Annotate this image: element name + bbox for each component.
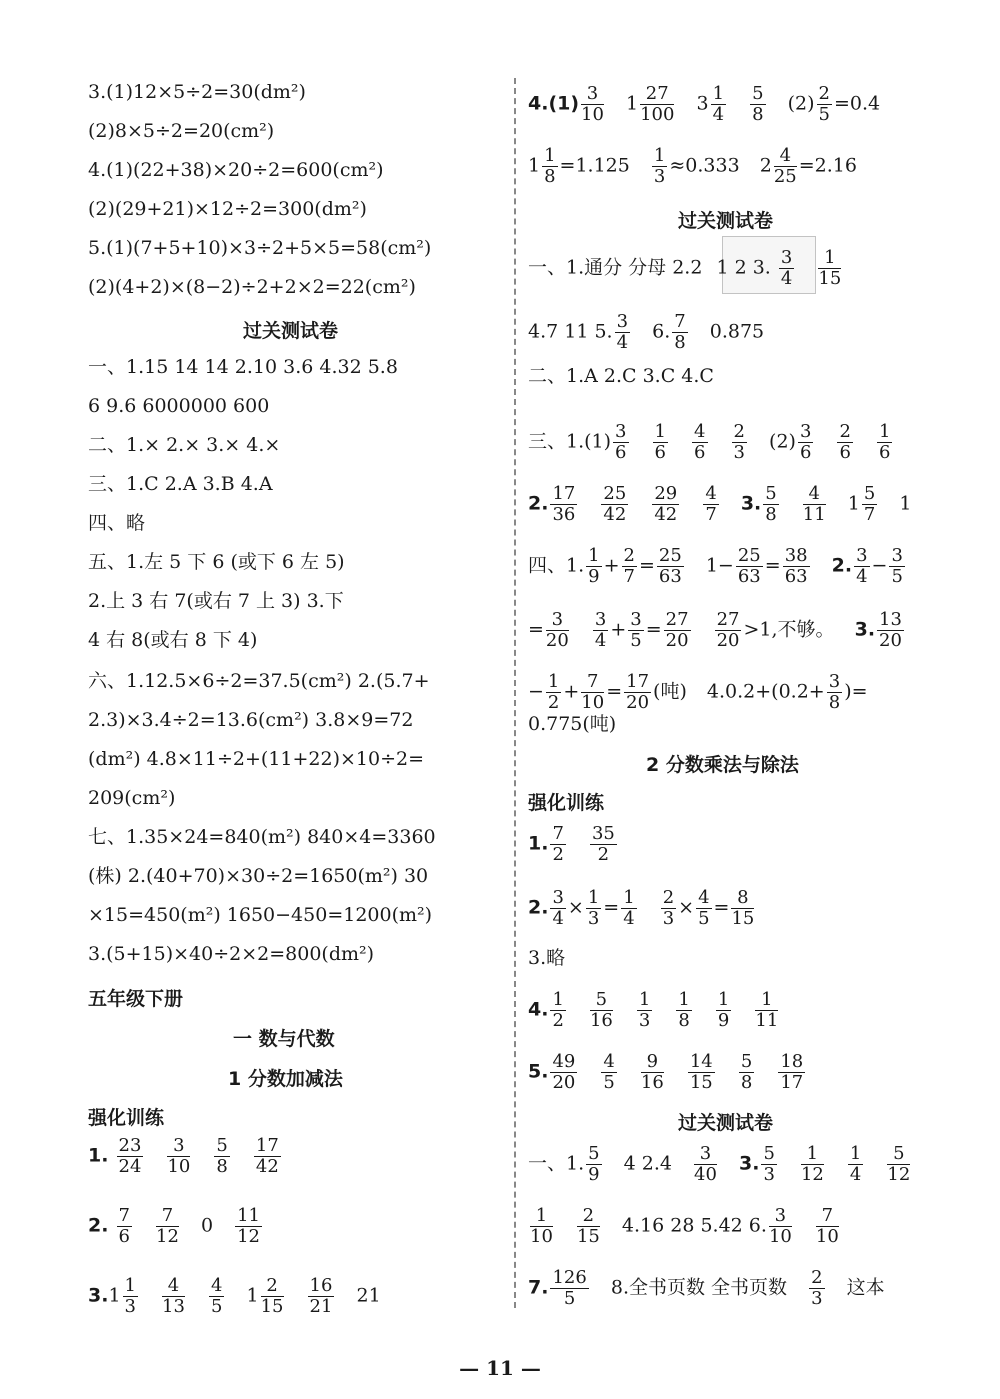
answer-line: (2)(29+21)×12÷2=300(dm²) — [88, 198, 367, 220]
section-heading: 1 分数加减法 — [228, 1068, 343, 1090]
fraction: $\frac{3}{10}$ — [167, 1135, 191, 1177]
answer-line: 2.3)×3.4÷2=13.6(cm²) 3.8×9=72 — [88, 709, 414, 731]
fraction: $\frac{5}{8}$ — [216, 1135, 228, 1177]
answer-line: (株) 2.(40+70)×30÷2=1650(m²) 30 — [88, 865, 429, 887]
answer-line: 0.775(吨) — [528, 713, 617, 735]
answer-line: 二、1.× 2.× 3.× 4.× — [88, 434, 281, 456]
section-heading: 过关测试卷 — [678, 1112, 774, 1134]
fraction: $\frac{11}{12}$ — [237, 1205, 260, 1247]
answer-line: 五、1.左 5 下 6 (或下 6 左 5) — [88, 551, 345, 573]
answer-line: (2)(4+2)×(8−2)÷2+2×2=22(cm²) — [88, 276, 416, 298]
fraction-answer-line: 7. $\frac{126}{5}$ 8.全书页数 全书页数 $\frac{2}{3}$ 这本 — [528, 1267, 885, 1309]
section-heading: 过关测试卷 — [243, 320, 339, 342]
answer-line: 6 9.6 6000000 600 — [88, 395, 270, 417]
fraction: $\frac{1}{3}$ — [124, 1275, 136, 1317]
fraction-answer-line: 2. $\frac{17}{36}$ $\frac{25}{42}$ $\frac{29}{42}$ $\frac{4}{7}$ 3. $\frac{5}{8}$ $\frac{4}{11}$ 1 $\frac{5}{7}$ 1 — [528, 483, 912, 525]
subsection-heading: 强化训练 — [528, 792, 605, 814]
fraction: $\frac{17}{42}$ — [255, 1135, 279, 1177]
fraction-answer-line: 2. $\frac{3}{4}$ × $\frac{1}{3}$ = $\frac{1}{4}$ $\frac{2}{3}$ × $\frac{4}{5}$ = $\frac{8}{15}$ — [528, 887, 755, 929]
fraction: $\frac{4}{5}$ — [211, 1275, 223, 1317]
fraction-answer-line: = $\frac{3}{20}$ $\frac{3}{4}$ + $\frac{3}{5}$ = $\frac{27}{20}$ $\frac{27}{20}$ >1,不够。 3. $\frac{13}{20}$ — [528, 609, 902, 651]
fraction-answer-line: 三、1.(1) $\frac{3}{6}$ $\frac{1}{6}$ $\frac{4}{6}$ $\frac{2}{3}$ (2) $\frac{3}{6}$ $\frac{2}{6}$ $\frac{1}{6}$ — [528, 421, 891, 463]
answer-line: 3.略 — [528, 947, 566, 969]
answer-line: 四、略 — [88, 512, 146, 534]
fraction-answer-line: − $\frac{1}{2}$ + $\frac{7}{10}$ = $\frac{17}{20}$ (吨) 4.0.2+(0.2+ $\frac{3}{8}$ )= — [528, 671, 868, 713]
answer-line: 4.(1)(22+38)×20÷2=600(cm²) — [88, 159, 384, 181]
chapter-heading: 一 数与代数 — [233, 1028, 335, 1050]
answer-line: 二、1.A 2.C 3.C 4.C — [528, 365, 714, 387]
subsection-heading: 强化训练 — [88, 1107, 165, 1129]
fraction-answer-line: 2. $\frac{7}{6}$ $\frac{7}{12}$ 0 $\frac{11}{12}$ — [88, 1205, 260, 1247]
fraction-answer-line: 4. $\frac{1}{2}$ $\frac{5}{16}$ $\frac{1}{3}$ $\frac{1}{8}$ $\frac{1}{9}$ $\frac{1}{11}$ — [528, 989, 779, 1031]
answer-line: 2.上 3 右 7(或右 7 上 3) 3.下 — [88, 590, 344, 612]
fraction-answer-line: 四、1. $\frac{1}{9}$ + $\frac{2}{7}$ = $\frac{25}{63}$ 1− $\frac{25}{63}$ = $\frac{38}{63}$ 2. $\frac{3}{4}$ − $\frac{3}{5}$ — [528, 545, 903, 587]
answer-line: 六、1.12.5×6÷2=37.5(cm²) 2.(5.7+ — [88, 670, 430, 692]
page-number: — 11 — — [459, 1356, 541, 1380]
fraction: $\frac{23}{24}$ — [118, 1135, 142, 1177]
fraction-answer-line: 一、1.通分 分母 2.2 1 2 3. $\frac{3}{4}$ $\frac{1}{15}$ — [528, 247, 842, 289]
answer-line: 3.(1)12×5÷2=30(dm²) — [88, 81, 306, 103]
fraction: $\frac{7}{12}$ — [156, 1205, 179, 1247]
fraction-answer-line: 3.1 $\frac{1}{3}$ $\frac{4}{13}$ $\frac{4}{5}$ 1 $\frac{2}{15}$ $\frac{16}{21}$ 21 — [88, 1275, 381, 1317]
answer-line: 209(cm²) — [88, 787, 176, 809]
fraction-answer-line: $\frac{1}{10}$ $\frac{2}{15}$ 4.16 28 5.42 6. $\frac{3}{10}$ $\frac{7}{10}$ — [530, 1205, 839, 1247]
answer-line: (dm²) 4.8×11÷2+(11+22)×10÷2= — [88, 748, 425, 770]
answer-line: 3.(5+15)×40÷2×2=800(dm²) — [88, 943, 375, 965]
grade-heading: 五年级下册 — [88, 988, 184, 1010]
answer-line: 七、1.35×24=840(m²) 840×4=3360 — [88, 826, 436, 848]
fraction-answer-line: 1 $\frac{1}{8}$ =1.125 $\frac{1}{3}$ ≈0.333 2 $\frac{4}{25}$ =2.16 — [528, 145, 857, 187]
answer-line: 三、1.C 2.A 3.B 4.A — [88, 473, 273, 495]
answer-line: 4 右 8(或右 8 下 4) — [88, 629, 258, 651]
answer-line: (2)8×5÷2=20(cm²) — [88, 120, 275, 142]
answer-line: 5.(1)(7+5+10)×3÷2+5×5=58(cm²) — [88, 237, 432, 259]
answer-line: ×15=450(m²) 1650−450=1200(m²) — [88, 904, 433, 926]
fraction-answer-line: 4.7 11 5. $\frac{3}{4}$ 6. $\frac{7}{8}$ 0.875 — [528, 311, 765, 353]
fraction: $\frac{7}{6}$ — [118, 1205, 130, 1247]
fraction-answer-line: 5. $\frac{49}{20}$ $\frac{4}{5}$ $\frac{9}{16}$ $\frac{14}{15}$ $\frac{5}{8}$ $\frac{18}{17}$ — [528, 1051, 804, 1093]
fraction-answer-line: 一、1. $\frac{5}{9}$ 4 2.4 $\frac{3}{40}$ 3. $\frac{5}{3}$ $\frac{1}{12}$ $\frac{1}{4}$ $\frac{5}{12}$ — [528, 1143, 911, 1185]
chapter-heading: 2 分数乘法与除法 — [646, 754, 799, 776]
fraction-answer-line: 1. $\frac{23}{24}$ $\frac{3}{10}$ $\frac{5}{8}$ $\frac{17}{42}$ — [88, 1135, 279, 1177]
fraction: $\frac{16}{21}$ — [309, 1275, 333, 1317]
answer-line: 一、1.15 14 14 2.10 3.6 4.32 5.8 — [88, 356, 398, 378]
fraction: $\frac{4}{13}$ — [162, 1275, 185, 1317]
fraction-answer-line: 4.(1) $\frac{3}{10}$ 1 $\frac{27}{100}$ 3 $\frac{1}{4}$ $\frac{5}{8}$ (2) $\frac{2}{5}$ =0.4 — [528, 83, 881, 125]
fraction-answer-line: 1. $\frac{7}{2}$ $\frac{35}{2}$ — [528, 823, 615, 865]
column-divider — [514, 78, 517, 1308]
section-heading: 过关测试卷 — [678, 210, 774, 232]
fraction: $\frac{2}{15}$ — [260, 1275, 284, 1317]
